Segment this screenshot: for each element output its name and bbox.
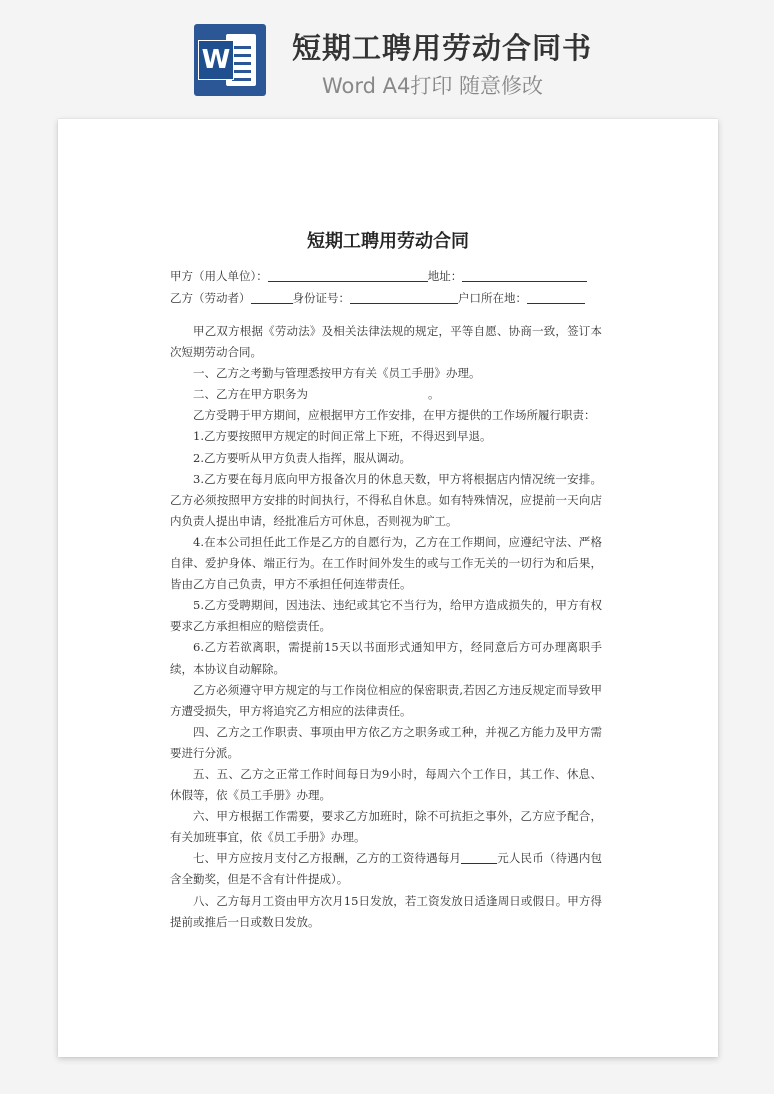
- document-title: 短期工聘用劳动合同: [307, 231, 469, 252]
- party-b-residence-field[interactable]: [527, 291, 585, 304]
- duty-1: 1.乙方要按照甲方规定的时间正常上下班，不得迟到早退。: [193, 429, 492, 444]
- clause-7-end: 元人民币（待遇内包含全勤奖，但是不含有计件提成）。: [170, 851, 602, 887]
- confidentiality-clause: 乙方必须遵守甲方规定的与工作岗位相应的保密职责,若因乙方违反规定而导致甲方遭受损失，甲方将追究乙方相应的法律责任。: [170, 682, 602, 718]
- duty-5: 5.乙方受聘期间，因违法、违纪或其它不当行为，给甲方造成损失的，甲方有权要求乙方承担相应的赔偿责任。: [170, 598, 602, 634]
- party-a-row: [170, 265, 602, 287]
- clause-duties-intro: 乙方受聘于甲方期间，应根据甲方工作安排，在甲方提供的工作场所履行职责：: [193, 408, 596, 423]
- page-header: [0, 0, 774, 115]
- party-b-id-label: 身份证号：: [292, 291, 350, 305]
- party-a-address-label: 地址：: [427, 269, 463, 283]
- clause-8: 八、乙方每月工资由甲方次月15日发放，若工资发放日适逢周日或假日。甲方得提前或推后一日或数日发放。: [170, 893, 602, 929]
- party-a-label: 甲方（用人单位）：: [170, 269, 268, 283]
- word-document-icon: [194, 24, 266, 96]
- clause-7-text: 七、甲方应按月支付乙方报酬，乙方的工资待遇每月: [193, 851, 462, 866]
- duty-4: 4.在本公司担任此工作是乙方的自愿行为，乙方在工作期间，应遵纪守法、严格自律、爱护身体、端正行为。在工作时间外发生的或与工作无关的一切行为和后果，皆由乙方自己负责，甲方不承担任何连带责任。: [170, 534, 602, 592]
- salary-blank[interactable]: [461, 851, 497, 864]
- document-page: [58, 119, 718, 1057]
- party-a-address-field[interactable]: [462, 269, 587, 282]
- header-subtitle: Word A4打印 随意修改: [322, 74, 544, 98]
- party-b-residence-label: 户口所在地：: [458, 291, 527, 305]
- clause-5: 五、五、乙方之正常工作时间每日为9小时，每周六个工作日，其工作、休息、休假等，依《员工手册》办理。: [170, 766, 602, 803]
- party-fields: [170, 265, 602, 309]
- clause-2-text: 二、乙方在甲方职务为: [193, 387, 308, 402]
- party-b-id-field[interactable]: [350, 291, 458, 304]
- duty-2: 2.乙方要听从甲方负责人指挥，服从调动。: [193, 450, 411, 465]
- party-b-name-field[interactable]: [251, 291, 293, 304]
- clause-1: 一、乙方之考勤与管理悉按甲方有关《员工手册》办理。: [193, 366, 481, 381]
- header-title: 短期工聘用劳动合同书: [292, 31, 593, 65]
- duty-3: 3.乙方要在每月底向甲方报备次月的休息天数，甲方将根据店内情况统一安排。乙方必须按照甲方安排的时间执行，不得私自休息。如有特殊情况，应提前一天向店内负责人提出申请，经批准后方可休息，否则视为旷工。: [170, 471, 602, 528]
- clause-2: [170, 384, 602, 405]
- clause-2-end: 。: [428, 387, 440, 402]
- word-icon-letter: W: [198, 40, 234, 80]
- duty-6: 6.乙方若欲离职，需提前15天以书面形式通知甲方，经同意后方可办理离职手续，本协议自动解除。: [170, 640, 602, 676]
- contract-body: [170, 321, 602, 933]
- party-b-row: [170, 287, 602, 309]
- clause-intro: 甲乙双方根据《劳动法》及相关法律法规的规定，平等自愿、协商一致，签订本次短期劳动合同。: [170, 324, 602, 360]
- party-b-label: 乙方（劳动者）: [170, 291, 251, 305]
- clause-4: 四、乙方之工作职责、事项由甲方依乙方之职务或工种，并视乙方能力及甲方需要进行分派。: [170, 724, 602, 760]
- party-a-name-field[interactable]: [268, 269, 428, 282]
- clause-6: 六、甲方根据工作需要，要求乙方加班时，除不可抗拒之事外，乙方应予配合，有关加班事宜，依《员工手册》办理。: [170, 809, 602, 845]
- clause-7: [170, 848, 602, 890]
